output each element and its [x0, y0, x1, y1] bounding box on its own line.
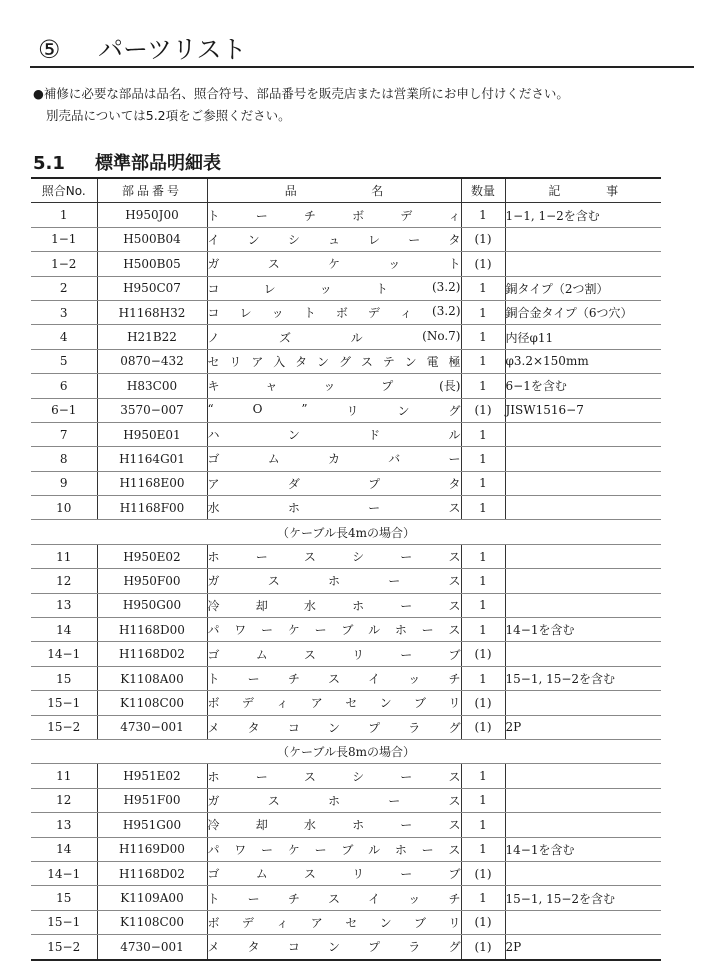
part-cell: H1168D02 — [97, 861, 207, 885]
table-row — [31, 569, 661, 593]
item-name: ボ デ ィ ア セ ン ブ リ — [207, 915, 461, 930]
ref-cell: 14−1 — [31, 861, 97, 885]
table-row — [31, 496, 661, 520]
remark-cell: 2P — [505, 715, 661, 739]
part-cell: H951G00 — [97, 813, 207, 837]
item-name: 冷 却 水 ホ ー ス — [207, 818, 461, 833]
qty-cell: 1 — [461, 544, 505, 568]
part-cell: 0870−432 — [97, 349, 207, 373]
table-row — [31, 691, 661, 715]
remark-cell: 14−1を含む — [505, 618, 661, 642]
name-cell — [207, 349, 461, 373]
table-row — [31, 593, 661, 617]
ref-cell: 4 — [31, 325, 97, 349]
item-name: ゴ ム カ バ ー — [207, 452, 461, 467]
qty-cell: (1) — [461, 715, 505, 739]
qty-cell: 1 — [461, 813, 505, 837]
table-body — [31, 203, 661, 960]
name-cell — [207, 813, 461, 837]
part-cell: H1164G01 — [97, 447, 207, 471]
item-name: ト ー チ ボ デ ィ — [207, 208, 461, 223]
table-row — [31, 666, 661, 690]
table-row — [31, 788, 661, 812]
name-cell — [207, 910, 461, 934]
name-cell — [207, 935, 461, 960]
table-row — [31, 398, 661, 422]
table-row — [31, 227, 661, 251]
remark-cell: 14−1を含む — [505, 837, 661, 861]
table-row — [31, 447, 661, 471]
page-title — [38, 30, 247, 66]
table-row — [31, 300, 661, 324]
item-name: 冷 却 水 ホ ー ス — [207, 598, 461, 613]
item-name: ト ー チ ス イ ッ チ — [207, 891, 461, 906]
remark-cell: 6−1を含む — [505, 374, 661, 398]
table-row — [31, 276, 661, 300]
remark-cell: 15−1, 15−2を含む — [505, 886, 661, 910]
item-name: ガ ス ケ ッ ト — [207, 257, 461, 272]
note-options: 別売品については5.2項をご参照ください。 — [46, 108, 291, 123]
item-name: ゴ ム ス リ ー ブ — [207, 647, 461, 662]
chapter-title: パーツリスト — [98, 35, 247, 64]
qty-cell: 1 — [461, 618, 505, 642]
qty-cell: 1 — [461, 447, 505, 471]
remark-cell — [505, 861, 661, 885]
ref-cell: 1−2 — [31, 252, 97, 276]
qty-cell: (1) — [461, 398, 505, 422]
qty-cell: 1 — [461, 837, 505, 861]
part-cell: 4730−001 — [97, 935, 207, 960]
qty-cell: 1 — [461, 666, 505, 690]
qty-cell: (1) — [461, 252, 505, 276]
header-name: 品 名 — [207, 178, 461, 203]
part-cell: 3570−007 — [97, 398, 207, 422]
ref-cell: 1 — [31, 203, 97, 227]
part-cell: K1108C00 — [97, 691, 207, 715]
name-cell — [207, 837, 461, 861]
name-cell — [207, 447, 461, 471]
table-row — [31, 715, 661, 739]
remark-cell — [505, 910, 661, 934]
qty-cell: 1 — [461, 788, 505, 812]
remark-cell — [505, 642, 661, 666]
table-row — [31, 471, 661, 495]
item-name: コ レ ッ ト ボ デ ィ (3.2) — [207, 304, 461, 321]
qty-cell: (1) — [461, 642, 505, 666]
ref-cell: 3 — [31, 300, 97, 324]
ref-cell: 12 — [31, 569, 97, 593]
name-cell — [207, 398, 461, 422]
qty-cell: 1 — [461, 593, 505, 617]
table-row — [31, 764, 661, 788]
item-name: ガ ス ホ ー ス — [207, 793, 461, 808]
part-cell: H951E02 — [97, 764, 207, 788]
table-row — [31, 935, 661, 960]
name-cell — [207, 374, 461, 398]
part-cell: H83C00 — [97, 374, 207, 398]
ref-cell: 12 — [31, 788, 97, 812]
table-row — [31, 642, 661, 666]
remark-cell — [505, 496, 661, 520]
table-row — [31, 861, 661, 885]
item-name: ゴ ム ス リ ー ブ — [207, 867, 461, 882]
ref-cell: 2 — [31, 276, 97, 300]
item-name: コ レ ッ ト (3.2) — [207, 279, 461, 296]
item-name: イ ン シ ュ レ ー タ — [207, 232, 461, 247]
part-cell: H500B04 — [97, 227, 207, 251]
name-cell — [207, 276, 461, 300]
ref-cell: 15 — [31, 886, 97, 910]
part-cell: H1168F00 — [97, 496, 207, 520]
ref-cell: 7 — [31, 422, 97, 446]
table-row — [31, 252, 661, 276]
part-cell: H21B22 — [97, 325, 207, 349]
table-row — [31, 837, 661, 861]
qty-cell: 1 — [461, 300, 505, 324]
remark-cell — [505, 471, 661, 495]
item-name: ア ダ プ タ — [207, 476, 461, 491]
remark-cell — [505, 544, 661, 568]
remark-cell — [505, 422, 661, 446]
qty-cell: 1 — [461, 203, 505, 227]
remark-cell — [505, 447, 661, 471]
item-name: ガ ス ホ ー ス — [207, 574, 461, 589]
section-title: 標準部品明細表 — [95, 153, 221, 174]
name-cell — [207, 300, 461, 324]
header-remark: 記 事 — [505, 178, 661, 203]
name-cell — [207, 544, 461, 568]
ref-cell: 11 — [31, 544, 97, 568]
name-cell — [207, 203, 461, 227]
part-cell: H1169D00 — [97, 837, 207, 861]
ref-cell: 14 — [31, 618, 97, 642]
remark-cell — [505, 593, 661, 617]
item-name: ホ ー ス シ ー ス — [207, 769, 461, 784]
remark-cell: 15−1, 15−2を含む — [505, 666, 661, 690]
qty-cell: (1) — [461, 861, 505, 885]
item-name: パ ワ ー ケ ー ブ ル ホ ー ス — [207, 623, 461, 638]
remark-cell — [505, 813, 661, 837]
ref-cell: 6−1 — [31, 398, 97, 422]
name-cell — [207, 618, 461, 642]
ref-cell: 15−2 — [31, 935, 97, 960]
subheading-row — [31, 739, 661, 763]
remark-cell — [505, 569, 661, 593]
part-cell: H1168H32 — [97, 300, 207, 324]
name-cell — [207, 422, 461, 446]
ref-cell: 1−1 — [31, 227, 97, 251]
part-cell: K1109A00 — [97, 886, 207, 910]
part-cell: H950J00 — [97, 203, 207, 227]
ref-cell: 15−1 — [31, 910, 97, 934]
table-row — [31, 618, 661, 642]
remark-cell — [505, 788, 661, 812]
qty-cell: 1 — [461, 349, 505, 373]
remark-cell: φ3.2×150mm — [505, 349, 661, 373]
part-cell: H950F00 — [97, 569, 207, 593]
qty-cell: 1 — [461, 422, 505, 446]
part-cell: H1168E00 — [97, 471, 207, 495]
table-row — [31, 544, 661, 568]
ref-cell: 13 — [31, 593, 97, 617]
item-name: パ ワ ー ケ ー ブ ル ホ ー ス — [207, 842, 461, 857]
qty-cell: (1) — [461, 691, 505, 715]
item-name: ボ デ ィ ア セ ン ブ リ — [207, 696, 461, 711]
item-name: ト ー チ ス イ ッ チ — [207, 672, 461, 686]
ref-cell: 14−1 — [31, 642, 97, 666]
name-cell — [207, 886, 461, 910]
title-rule — [30, 66, 694, 68]
table-header-row — [31, 178, 661, 203]
qty-cell: 1 — [461, 276, 505, 300]
qty-cell: 1 — [461, 764, 505, 788]
item-name: ホ ー ス シ ー ス — [207, 550, 461, 565]
item-name: “ O ” リ ン グ — [207, 401, 461, 418]
name-cell — [207, 496, 461, 520]
remark-cell — [505, 691, 661, 715]
name-cell — [207, 642, 461, 666]
qty-cell: 1 — [461, 325, 505, 349]
part-cell: H500B05 — [97, 252, 207, 276]
header-part: 部品番号 — [97, 178, 207, 203]
name-cell — [207, 569, 461, 593]
note-repair: ●補修に必要な部品は品名、照合符号、部品番号を販売店または営業所にお申し付けください。 — [33, 86, 569, 101]
part-cell: 4730−001 — [97, 715, 207, 739]
ref-cell: 10 — [31, 496, 97, 520]
header-ref: 照合No. — [31, 178, 97, 203]
name-cell — [207, 788, 461, 812]
qty-cell: 1 — [461, 496, 505, 520]
table-row — [31, 325, 661, 349]
name-cell — [207, 227, 461, 251]
table-row — [31, 910, 661, 934]
item-name: キ ャ ッ プ (長) — [207, 379, 461, 394]
cable-length-subheading: （ケーブル長8mの場合） — [31, 739, 661, 763]
ref-cell: 9 — [31, 471, 97, 495]
qty-cell: 1 — [461, 569, 505, 593]
name-cell — [207, 471, 461, 495]
name-cell — [207, 715, 461, 739]
table-row — [31, 813, 661, 837]
name-cell — [207, 252, 461, 276]
subheading-row — [31, 520, 661, 544]
item-name: セ リ ア 入 タ ン グ ス テ ン 電 極 — [207, 354, 461, 369]
part-cell: H950E01 — [97, 422, 207, 446]
remark-cell: 1−1, 1−2を含む — [505, 203, 661, 227]
ref-cell: 11 — [31, 764, 97, 788]
part-cell: H1168D00 — [97, 618, 207, 642]
item-name: ハ ン ド ル — [207, 428, 461, 443]
remark-cell — [505, 227, 661, 251]
name-cell — [207, 593, 461, 617]
remark-cell: 銅タイプ（2つ割） — [505, 276, 661, 300]
table-row — [31, 349, 661, 373]
table-row — [31, 422, 661, 446]
name-cell — [207, 764, 461, 788]
table-row — [31, 886, 661, 910]
qty-cell: (1) — [461, 935, 505, 960]
parts-table — [31, 177, 661, 961]
remark-cell: 内径φ11 — [505, 325, 661, 349]
item-name: メ タ コ ン プ ラ グ — [207, 720, 461, 735]
remark-cell — [505, 252, 661, 276]
name-cell — [207, 691, 461, 715]
ref-cell: 6 — [31, 374, 97, 398]
part-cell: H950G00 — [97, 593, 207, 617]
ref-cell: 14 — [31, 837, 97, 861]
cable-length-subheading: （ケーブル長4mの場合） — [31, 520, 661, 544]
header-qty: 数量 — [461, 178, 505, 203]
section-heading — [33, 149, 221, 175]
table-row — [31, 374, 661, 398]
item-name: ノ ズ ル (No.7) — [207, 328, 461, 345]
qty-cell: (1) — [461, 910, 505, 934]
qty-cell: 1 — [461, 374, 505, 398]
part-cell: H1168D02 — [97, 642, 207, 666]
part-cell: K1108A00 — [97, 666, 207, 690]
remark-cell — [505, 764, 661, 788]
name-cell — [207, 325, 461, 349]
ref-cell: 5 — [31, 349, 97, 373]
ref-cell: 15 — [31, 666, 97, 690]
name-cell — [207, 666, 461, 690]
part-cell: H950E02 — [97, 544, 207, 568]
qty-cell: (1) — [461, 227, 505, 251]
qty-cell: 1 — [461, 471, 505, 495]
ref-cell: 13 — [31, 813, 97, 837]
item-name: メ タ コ ン プ ラ グ — [207, 940, 461, 955]
qty-cell: 1 — [461, 886, 505, 910]
remark-cell: 銅合金タイプ（6つ穴） — [505, 300, 661, 324]
ref-cell: 8 — [31, 447, 97, 471]
part-cell: H950C07 — [97, 276, 207, 300]
ref-cell: 15−2 — [31, 715, 97, 739]
remark-cell: JISW1516−7 — [505, 398, 661, 422]
item-name: 水 ホ ー ス — [207, 501, 461, 516]
part-cell: K1108C00 — [97, 910, 207, 934]
section-number: 5.1 — [33, 153, 65, 174]
name-cell — [207, 861, 461, 885]
remark-cell: 2P — [505, 935, 661, 960]
table-row — [31, 203, 661, 227]
part-cell: H951F00 — [97, 788, 207, 812]
chapter-number: ⑤ — [38, 35, 61, 64]
ref-cell: 15−1 — [31, 691, 97, 715]
